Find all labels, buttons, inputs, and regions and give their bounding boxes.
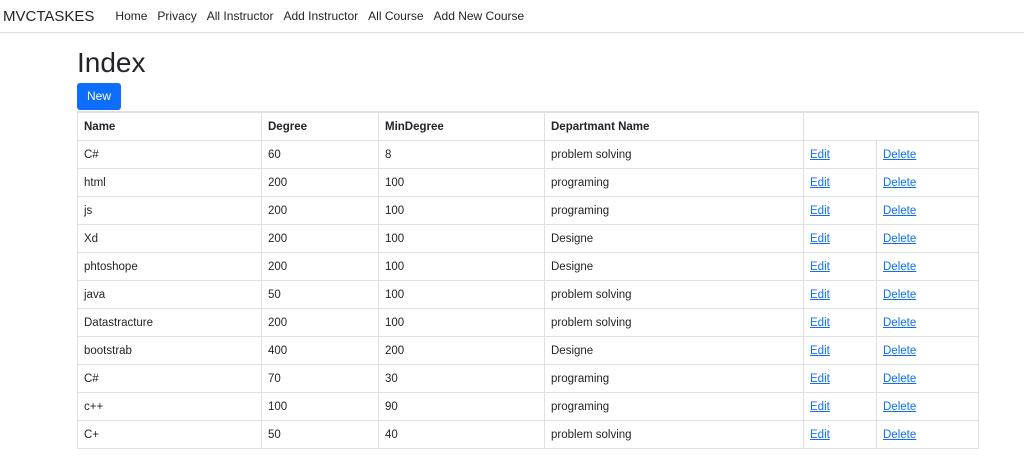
delete-link[interactable]: Delete: [883, 344, 917, 357]
nav-add-new-course[interactable]: Add New Course: [433, 9, 525, 23]
cell-edit: [804, 393, 877, 421]
cell-name: Datastracture: [78, 309, 262, 337]
page-title: Index: [77, 47, 146, 78]
edit-link[interactable]: Edit: [810, 428, 830, 441]
cell-name: C+: [78, 421, 262, 449]
cell-delete: [877, 253, 979, 281]
table-row: [78, 141, 979, 169]
cell-delete: [877, 365, 979, 393]
edit-link[interactable]: Edit: [810, 400, 830, 413]
cell-edit: [804, 225, 877, 253]
cell-department: problem solving: [545, 309, 804, 337]
table-row: [78, 169, 979, 197]
header-name: Name: [78, 113, 262, 141]
cell-mindegree: 100: [379, 197, 545, 225]
main-content: [0, 47, 1024, 449]
delete-link[interactable]: Delete: [883, 428, 917, 441]
cell-edit: [804, 365, 877, 393]
table-row: [78, 253, 979, 281]
cell-name: C#: [78, 365, 262, 393]
cell-mindegree: 100: [379, 309, 545, 337]
nav-all-course[interactable]: All Course: [368, 9, 424, 23]
cell-degree: 50: [262, 421, 379, 449]
cell-edit: [804, 197, 877, 225]
header-mindegree: MinDegree: [379, 113, 545, 141]
cell-degree: 70: [262, 365, 379, 393]
cell-name: java: [78, 281, 262, 309]
cell-name: js: [78, 197, 262, 225]
cell-degree: 60: [262, 141, 379, 169]
cell-degree: 200: [262, 169, 379, 197]
delete-link[interactable]: Delete: [883, 260, 917, 273]
delete-link[interactable]: Delete: [883, 288, 917, 301]
cell-edit: [804, 169, 877, 197]
nav-all-instructor[interactable]: All Instructor: [206, 9, 274, 23]
cell-department: programing: [545, 197, 804, 225]
cell-edit: [804, 309, 877, 337]
cell-name: html: [78, 169, 262, 197]
cell-degree: 200: [262, 225, 379, 253]
cell-mindegree: 8: [379, 141, 545, 169]
cell-department: problem solving: [545, 421, 804, 449]
cell-name: phtoshope: [78, 253, 262, 281]
cell-department: problem solving: [545, 281, 804, 309]
cell-name: C#: [78, 141, 262, 169]
table-row: [78, 309, 979, 337]
cell-department: Designe: [545, 253, 804, 281]
cell-mindegree: 100: [379, 169, 545, 197]
cell-department: programing: [545, 169, 804, 197]
cell-delete: [877, 281, 979, 309]
cell-degree: 200: [262, 309, 379, 337]
table-row: [78, 281, 979, 309]
cell-edit: [804, 141, 877, 169]
nav-privacy[interactable]: Privacy: [157, 9, 197, 23]
table-row: [78, 337, 979, 365]
cell-department: problem solving: [545, 141, 804, 169]
table-row: [78, 393, 979, 421]
cell-edit: [804, 421, 877, 449]
cell-name: bootstrab: [78, 337, 262, 365]
table-row: [78, 421, 979, 449]
cell-delete: [877, 169, 979, 197]
new-button[interactable]: New: [77, 83, 121, 110]
cell-delete: [877, 141, 979, 169]
nav-add-instructor[interactable]: Add Instructor: [283, 9, 359, 23]
cell-degree: 200: [262, 197, 379, 225]
edit-link[interactable]: Edit: [810, 204, 830, 217]
cell-department: programing: [545, 393, 804, 421]
cell-name: c++: [78, 393, 262, 421]
cell-mindegree: 30: [379, 365, 545, 393]
cell-mindegree: 200: [379, 337, 545, 365]
nav-links: [110, 9, 529, 23]
cell-degree: 400: [262, 337, 379, 365]
courses-table: [77, 112, 979, 449]
edit-link[interactable]: Edit: [810, 232, 830, 245]
top-navbar: [0, 0, 1024, 33]
edit-link[interactable]: Edit: [810, 260, 830, 273]
delete-link[interactable]: Delete: [883, 232, 917, 245]
cell-edit: [804, 281, 877, 309]
header-department-name: Departmant Name: [545, 113, 804, 141]
delete-link[interactable]: Delete: [883, 204, 917, 217]
cell-department: Designe: [545, 337, 804, 365]
edit-link[interactable]: Edit: [810, 372, 830, 385]
nav-home[interactable]: Home: [115, 9, 148, 23]
edit-link[interactable]: Edit: [810, 316, 830, 329]
cell-edit: [804, 253, 877, 281]
cell-delete: [877, 393, 979, 421]
cell-delete: [877, 309, 979, 337]
delete-link[interactable]: Delete: [883, 372, 917, 385]
edit-link[interactable]: Edit: [810, 344, 830, 357]
cell-delete: [877, 197, 979, 225]
cell-department: programing: [545, 365, 804, 393]
cell-delete: [877, 225, 979, 253]
edit-link[interactable]: Edit: [810, 288, 830, 301]
cell-delete: [877, 337, 979, 365]
edit-link[interactable]: Edit: [810, 148, 830, 161]
cell-degree: 100: [262, 393, 379, 421]
table-row: [78, 225, 979, 253]
cell-delete: [877, 421, 979, 449]
cell-mindegree: 90: [379, 393, 545, 421]
delete-link[interactable]: Delete: [883, 400, 917, 413]
edit-link[interactable]: Edit: [810, 176, 830, 189]
table-row: [78, 365, 979, 393]
delete-link[interactable]: Delete: [883, 316, 917, 329]
cell-mindegree: 40: [379, 421, 545, 449]
cell-mindegree: 100: [379, 281, 545, 309]
cell-edit: [804, 337, 877, 365]
cell-degree: 200: [262, 253, 379, 281]
cell-department: Designe: [545, 225, 804, 253]
header-degree: Degree: [262, 113, 379, 141]
header-actions: [804, 113, 979, 141]
cell-name: Xd: [78, 225, 262, 253]
table-header-row: [78, 113, 979, 141]
delete-link[interactable]: Delete: [883, 176, 917, 189]
table-body: [78, 141, 979, 449]
cell-mindegree: 100: [379, 225, 545, 253]
cell-degree: 50: [262, 281, 379, 309]
brand-link[interactable]: MVCTASKES: [3, 7, 95, 25]
delete-link[interactable]: Delete: [883, 148, 917, 161]
table-row: [78, 197, 979, 225]
cell-mindegree: 100: [379, 253, 545, 281]
